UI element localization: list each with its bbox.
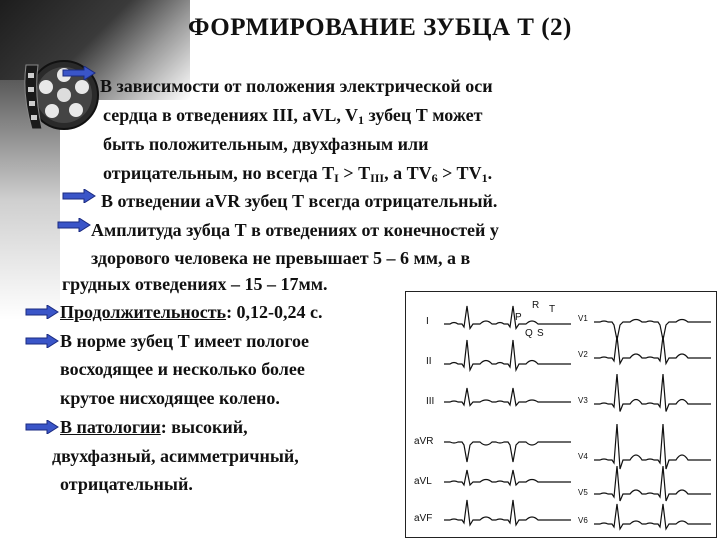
ecg-trace-right-3: [594, 374, 711, 412]
arrow-bullet-icon: [25, 305, 59, 319]
text-line-2: сердца в отведениях III, aVL, $V_1$ зубец Т может: [103, 105, 483, 127]
arrow-bullet-icon: [62, 66, 96, 80]
arrow-bullet-icon: [25, 420, 59, 434]
arrow-bullet-icon: [57, 218, 91, 232]
lead-label-left: aVR: [414, 436, 434, 447]
text-line-11: восходящее и несколько более: [60, 359, 305, 379]
text-line-15: отрицательный.: [60, 474, 193, 494]
lead-label-left: II: [426, 356, 432, 367]
ecg-trace-left-6: [444, 500, 571, 525]
text-line-3: быть положительным, двухфазным или: [103, 134, 429, 154]
text-line-13: В патологии: высокий,: [60, 417, 248, 437]
wave-label-t: T: [549, 304, 556, 315]
text-line-12: крутое нисходящее колено.: [60, 388, 280, 408]
wave-label-r: R: [532, 300, 540, 311]
ecg-trace-left-3: [444, 388, 571, 406]
ecg-trace-right-6: [594, 504, 711, 529]
ecg-trace-left-4: [444, 442, 571, 462]
ecg-trace-right-1: [594, 320, 711, 341]
ecg-figure: [405, 291, 717, 538]
text-line-1: В зависимости от положения электрической оси: [100, 76, 493, 96]
text-line-10: В норме зубец Т имеет пологое: [60, 331, 310, 351]
lead-label-right: V6: [578, 516, 588, 525]
lead-label-left: I: [426, 316, 429, 327]
text-line-7: здорового человека не превышает 5 – 6 мм, а в: [91, 248, 471, 268]
lead-label-right: V5: [578, 488, 588, 497]
slide-title: ФОРМИРОВАНИЕ ЗУБЦА Т (2): [188, 14, 572, 41]
text-line-4: отрицательным, но всегда $Т_I > Т_{III}$, а $TV_6 > TV_1$.: [103, 163, 493, 185]
text-line-14: двухфазный, асимметричный,: [52, 446, 299, 466]
ecg-trace-left-5: [444, 470, 571, 485]
text-line-5: В отведении aVR зубец Т всегда отрицательный.: [101, 191, 498, 211]
text-line-8: грудных отведениях – 15 – 17мм.: [62, 274, 328, 294]
arrow-bullet-icon: [62, 189, 96, 203]
ecg-traces: [406, 292, 716, 537]
lead-label-left: III: [426, 396, 435, 407]
lead-label-right: V4: [578, 452, 588, 461]
lead-label-left: aVF: [414, 513, 433, 524]
ecg-trace-right-2: [594, 336, 711, 364]
lead-label-left: aVL: [414, 476, 432, 487]
wave-label-q: Q: [525, 328, 533, 339]
wave-label-s: S: [537, 328, 544, 339]
text-line-6: Амплитуда зубца Т в отведениях от конечностей у: [91, 220, 499, 240]
ecg-trace-right-4: [594, 424, 711, 469]
text-line-9: Продолжительность: 0,12-0,24 с.: [60, 302, 323, 322]
ecg-trace-left-2: [444, 340, 571, 370]
lead-label-right: V1: [578, 314, 588, 323]
wave-label-p: P: [515, 312, 522, 323]
ecg-trace-right-5: [594, 466, 711, 501]
lead-label-right: V3: [578, 396, 588, 405]
arrow-bullet-icon: [25, 334, 59, 348]
lead-label-right: V2: [578, 350, 588, 359]
